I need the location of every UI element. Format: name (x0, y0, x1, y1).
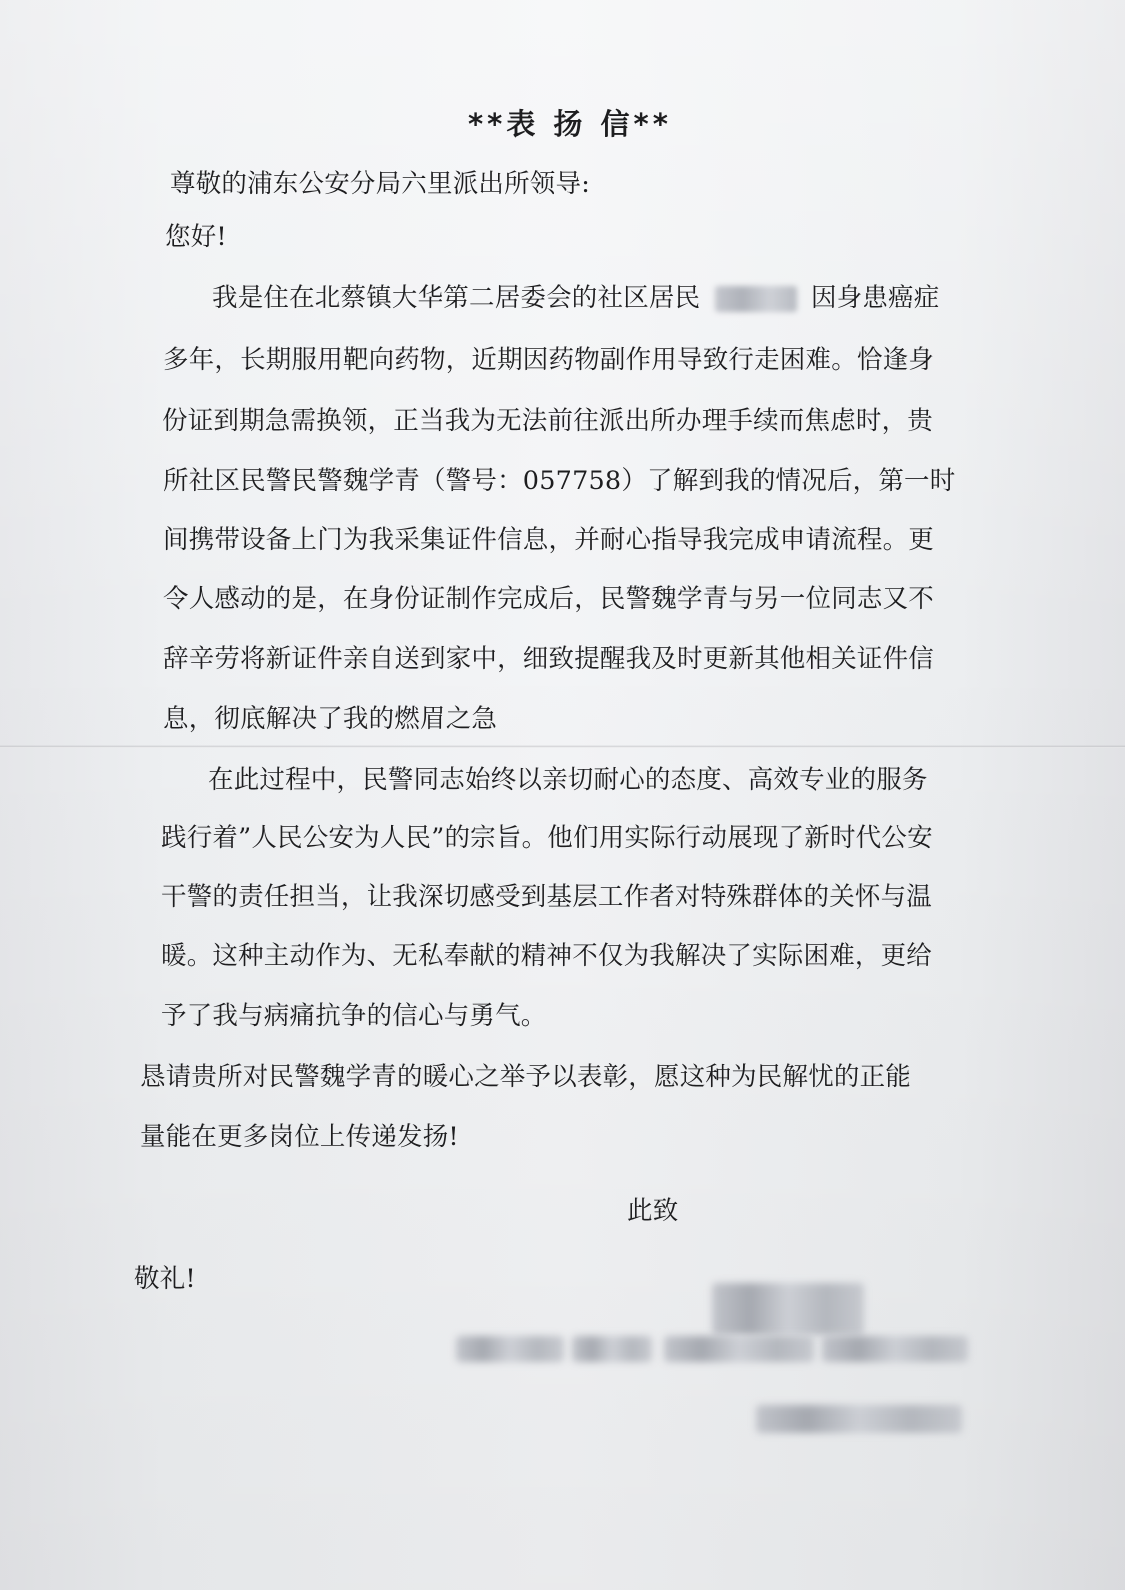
redacted-signer-info-4 (822, 1336, 968, 1362)
paragraph-1-line-1-tail: 因身患癌症 (810, 283, 940, 313)
paragraph-1-line-8: 息，彻底解决了我的燃眉之急 (163, 704, 498, 734)
paragraph-2-line-4: 暖。这种主动作为、无私奉献的精神不仅为我解决了实际困难，更给 (161, 941, 933, 971)
closing-cizhi: 此致 (627, 1196, 679, 1226)
paper-fold-line (0, 745, 1125, 748)
letter-greeting: 您好! (165, 222, 227, 252)
paragraph-1-line-6: 令人感动的是，在身份证制作完成后，民警魏学青与另一位同志又不 (163, 584, 935, 614)
redacted-signature (712, 1283, 864, 1335)
paragraph-3-line-2: 量能在更多岗位上传递发扬! (140, 1122, 459, 1152)
paragraph-1-line-7: 辞辛劳将新证件亲自送到家中，细致提醒我及时更新其他相关证件信 (163, 644, 935, 674)
paragraph-2-line-5: 予了我与病痛抗争的信心与勇气。 (161, 1001, 547, 1031)
paragraph-1-line-2: 多年，长期服用靶向药物，近期因药物副作用导致行走困难。恰逢身 (163, 345, 935, 375)
letter-salutation: 尊敬的浦东公安分局六里派出所领导: (170, 169, 590, 199)
redacted-signer-info-1 (456, 1336, 564, 1362)
paragraph-1-line-3: 份证到期急需换领，正当我为无法前往派出所办理手续而焦虑时，贵 (162, 406, 934, 436)
paragraph-1-line-5: 间携带设备上门为我采集证件信息，并耐心指导我完成申请流程。更 (163, 525, 935, 555)
letter-title: **表 扬 信** (468, 107, 672, 141)
redacted-date (756, 1405, 962, 1433)
paragraph-1-line-1-text: 我是住在北蔡镇大华第二居委会的社区居民 (212, 283, 701, 313)
redacted-signer-info-3 (664, 1336, 814, 1362)
paragraph-1-line-4: 所社区民警民警魏学青（警号：057758）了解到我的情况后，第一时 (163, 466, 956, 496)
paragraph-2-line-2: 践行着”人民公安为人民”的宗旨。他们用实际行动展现了新时代公安 (161, 823, 933, 853)
paragraph-2-line-3: 干警的责任担当，让我深切感受到基层工作者对特殊群体的关怀与温 (161, 882, 933, 912)
redacted-signer-info-2 (572, 1336, 652, 1362)
paragraph-2-line-1: 在此过程中，民警同志始终以亲切耐心的态度、高效专业的服务 (208, 765, 928, 795)
closing-jingli: 敬礼! (134, 1264, 196, 1294)
paragraph-3-line-1: 恳请贵所对民警魏学青的暖心之举予以表彰，愿这种为民解忧的正能 (140, 1062, 912, 1092)
paragraph-1-line-1 (212, 282, 939, 314)
redacted-resident-name (715, 286, 797, 312)
